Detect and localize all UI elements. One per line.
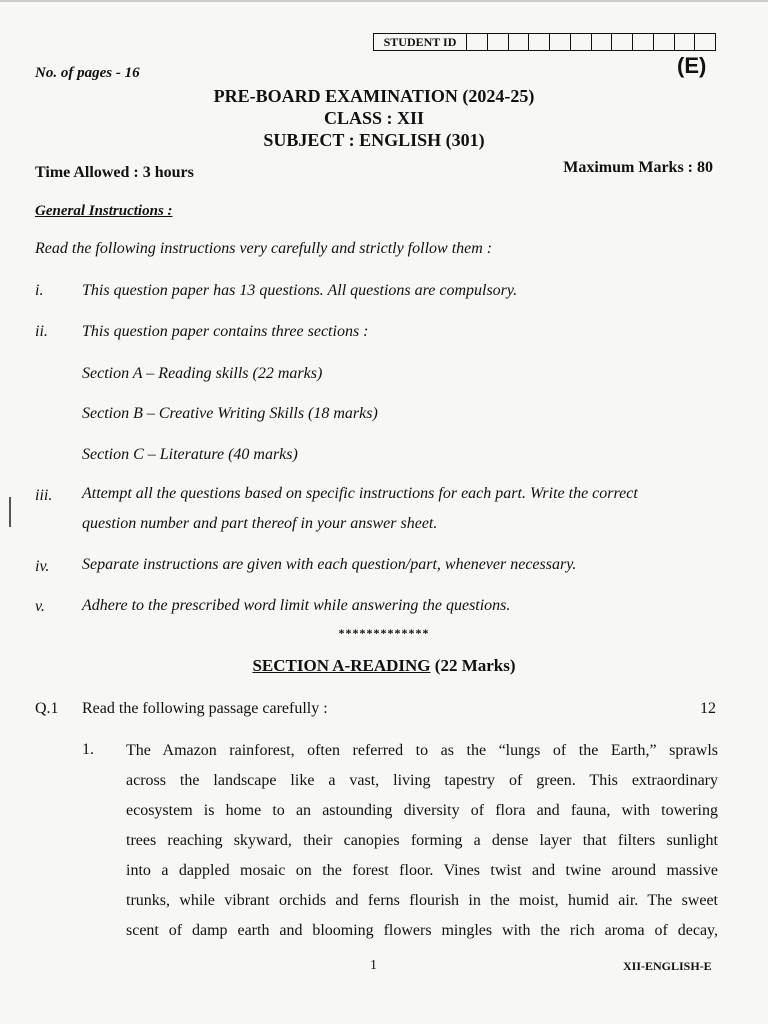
question-prompt: Read the following passage carefully : — [82, 700, 328, 717]
instruction-number: v. — [35, 598, 45, 615]
passage-line: across the landscape like a vast, living tapestry of green. This extraordinary — [126, 772, 718, 789]
student-id-cell[interactable] — [675, 34, 696, 50]
instruction-number: ii. — [35, 323, 48, 340]
time-allowed: Time Allowed : 3 hours — [35, 164, 194, 181]
student-id-cell[interactable] — [571, 34, 592, 50]
student-id-cell[interactable] — [467, 34, 488, 50]
instructions-intro: Read the following instructions very carefully and strictly follow them : — [35, 240, 493, 257]
instruction-text-continued: question number and part thereof in your answer sheet. — [82, 515, 438, 532]
student-id-cell[interactable] — [509, 34, 530, 50]
student-id-label: STUDENT ID — [374, 34, 467, 50]
section-a-marks: (22 Marks) — [434, 656, 516, 675]
instruction-text: Adhere to the prescribed word limit while answering the questions. — [82, 597, 511, 614]
student-id-box[interactable] — [373, 33, 716, 51]
student-id-cell[interactable] — [612, 34, 633, 50]
paper-code: XII-ENGLISH-E — [623, 959, 712, 973]
passage-line: scent of damp earth and blooming flowers mingles with the rich aroma of decay, — [126, 922, 718, 939]
section-c-listing: Section C – Literature (40 marks) — [82, 446, 298, 463]
instruction-text: This question paper has 13 questions. All questions are compulsory. — [82, 282, 518, 299]
general-instructions-heading: General Instructions : — [35, 203, 173, 219]
exam-title: PRE-BOARD EXAMINATION (2024-25) — [213, 86, 535, 106]
student-id-cell[interactable] — [654, 34, 675, 50]
pages-note: No. of pages - 16 — [35, 65, 140, 81]
separator: ************* — [338, 626, 430, 640]
page-edge-line — [0, 0, 768, 2]
instruction-text: Separate instructions are given with each question/part, whenever necessary. — [82, 556, 577, 573]
section-a-listing: Section A – Reading skills (22 marks) — [82, 365, 323, 382]
instruction-text: Attempt all the questions based on specific instructions for each part. Write the correct — [82, 485, 638, 502]
question-marks: 12 — [700, 700, 716, 717]
reading-passage — [126, 736, 718, 946]
maximum-marks: Maximum Marks : 80 — [563, 159, 713, 176]
student-id-cell[interactable] — [592, 34, 613, 50]
paragraph-number: 1. — [82, 741, 94, 758]
instruction-text: This question paper contains three sections : — [82, 323, 369, 340]
page-number: 1 — [370, 958, 377, 973]
subject-title: SUBJECT : ENGLISH (301) — [263, 130, 485, 150]
instruction-number: i. — [35, 282, 44, 299]
student-id-cell[interactable] — [695, 34, 715, 50]
section-a-title: SECTION A-READING — [252, 656, 431, 675]
passage-line: trees reaching skyward, their canopies forming a dense layer that filters sunlight — [126, 832, 718, 849]
paper-set-code: (E) — [677, 53, 707, 78]
student-id-cell[interactable] — [529, 34, 550, 50]
question-number: Q.1 — [35, 700, 59, 717]
passage-line: trunks, while vibrant orchids and ferns flourish in the moist, humid air. The sweet — [126, 892, 718, 909]
student-id-cell[interactable] — [488, 34, 509, 50]
instruction-number: iv. — [35, 558, 50, 575]
instruction-number: iii. — [35, 487, 53, 504]
passage-line: The Amazon rainforest, often referred to as the “lungs of the Earth,” sprawls — [126, 742, 718, 759]
section-b-listing: Section B – Creative Writing Skills (18 marks) — [82, 405, 378, 422]
passage-line: ecosystem is home to an astounding diversity of flora and fauna, with towering — [126, 802, 718, 819]
section-a-heading — [0, 656, 768, 676]
margin-mark — [9, 497, 11, 527]
class-title: CLASS : XII — [323, 108, 425, 128]
passage-line: into a dappled mosaic on the forest floor. Vines twist and twine around massive — [126, 862, 718, 879]
student-id-cell[interactable] — [550, 34, 571, 50]
student-id-cell[interactable] — [633, 34, 654, 50]
